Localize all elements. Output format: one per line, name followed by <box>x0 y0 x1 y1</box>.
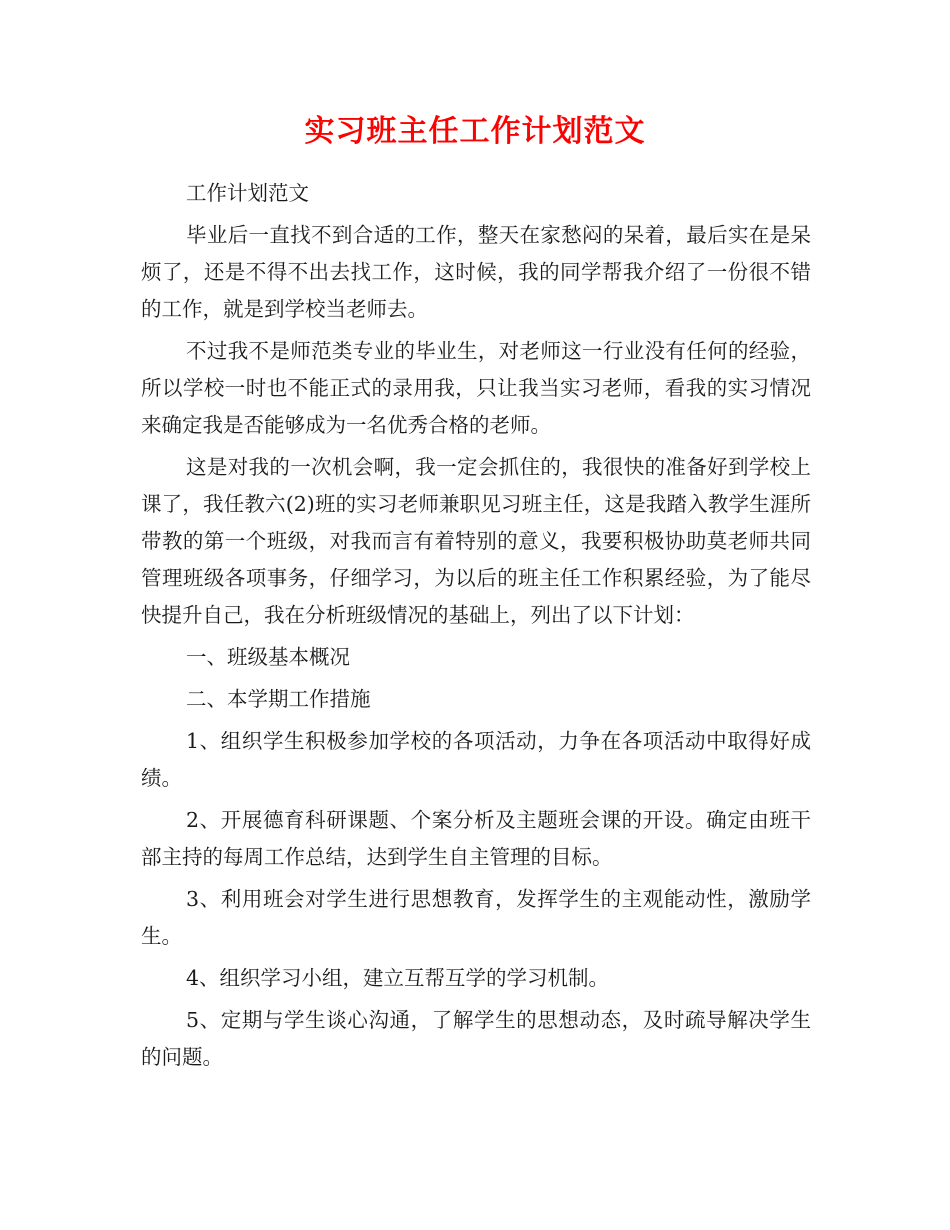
paragraph: 这是对我的一次机会啊，我一定会抓住的，我很快的准备好到学校上课了，我任教六(2)班的实习老师兼职见习班主任，这是我踏入教学生涯所带教的第一个班级，对我而言有着特别的意义，我要积极协助莫老师共同管理班级各项事务，仔细学习，为以后的班主任工作积累经验，为了能尽快提升自己，我在分析班级情况的基础上，列出了以下计划： <box>141 455 811 627</box>
list-item: 4、组织学习小组，建立互帮互学的学习机制。 <box>186 966 610 990</box>
paragraph: 毕业后一直找不到合适的工作，整天在家愁闷的呆着，最后实在是呆烦了，还是不得不出去找工作，这时候，我的同学帮我介绍了一份很不错的工作，就是到学校当老师去。 <box>141 223 811 321</box>
section-heading: 二、本学期工作措施 <box>186 687 371 711</box>
list-item: 1、组织学生积极参加学校的各项活动，力争在各项活动中取得好成绩。 <box>141 729 811 790</box>
list-item: 5、定期与学生谈心沟通，了解学生的思想动态，及时疏导解决学生的问题。 <box>141 1008 811 1069</box>
paragraph: 不过我不是师范类专业的毕业生，对老师这一行业没有任何的经验，所以学校一时也不能正式的录用我，只让我当实习老师，看我的实习情况来确定我是否能够成为一名优秀合格的老师。 <box>141 339 811 437</box>
list-item: 2、开展德育科研课题、个案分析及主题班会课的开设。确定由班干部主持的每周工作总结，达到学生自主管理的目标。 <box>141 808 811 869</box>
section-heading: 一、班级基本概况 <box>186 645 350 669</box>
document-body <box>141 175 811 1081</box>
list-item: 3、利用班会对学生进行思想教育，发挥学生的主观能动性，激励学生。 <box>141 887 811 948</box>
paragraph: 工作计划范文 <box>186 181 309 205</box>
document-title: 实习班主任工作计划范文 <box>304 114 646 149</box>
